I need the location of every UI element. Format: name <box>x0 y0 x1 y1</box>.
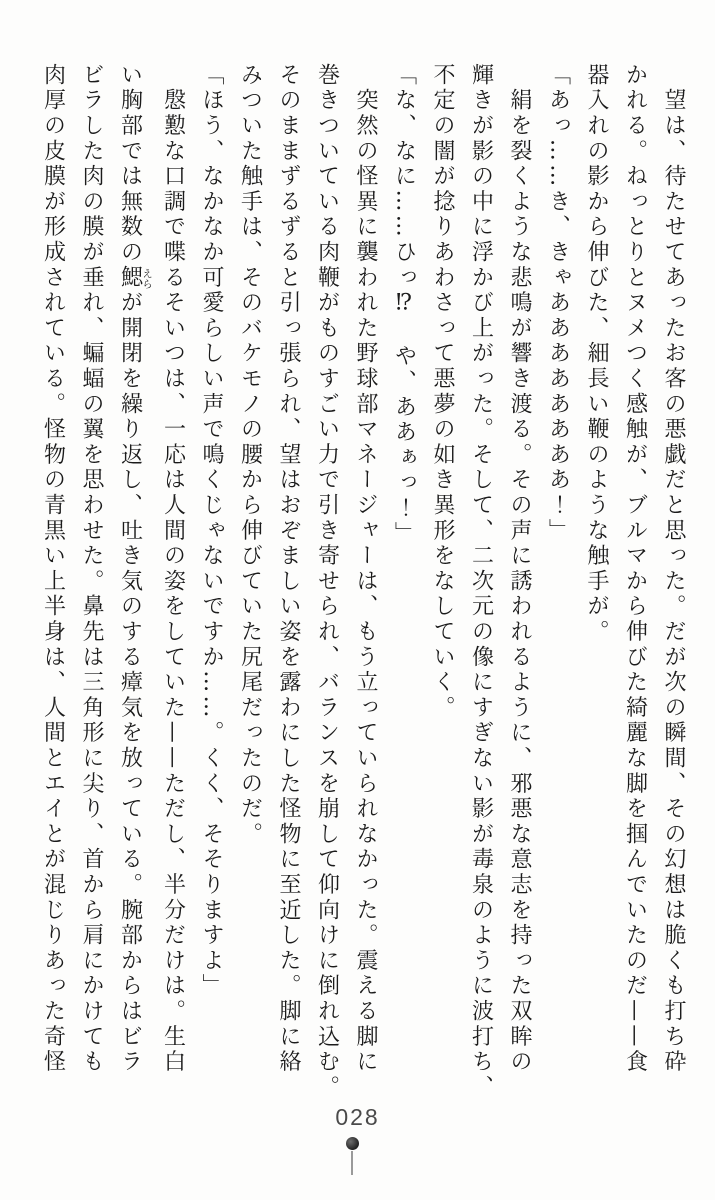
text-column-13: 「ほう、なかなか可愛らしい声で鳴くじゃないですか……。くく、そそりますよ」 <box>199 63 224 1000</box>
ornament-orb <box>346 1137 359 1150</box>
text-column-17: 肉厚の皮膜が形成されている。怪物の青黒い上半身は、人間とエイとが混じりあった奇怪 <box>40 63 66 1075</box>
pin-flower-ornament-icon <box>345 1137 359 1175</box>
text-column-1: 望は、待たせてあったお客の悪戯だと思った。だが次の瞬間、その幻想は脆くも打ち砕 <box>661 63 686 1075</box>
text-column-12: みついた触手は、そのバケモノの腰から伸びていた尻尾だったのだ。 <box>237 63 263 848</box>
text-column-16: ビラした肉の膜が垂れ、蝙蝠の翼を思わせた。鼻先は三角形に尖り、首から肩にかけても <box>79 63 104 1075</box>
text-column-9: 突然の怪異に襲われた野球部マネージャーは、もう立っていられなかった。震える脚に <box>353 63 378 1075</box>
text-after-ruby: が開閉を繰り返し、吐き気のする瘴気を放っている。腕部からはビラ <box>117 290 143 1076</box>
text-column-8: 「な、なに……ひっ⁉ や、ああぁっ！」 <box>391 63 417 547</box>
page-number: 028 <box>335 1104 380 1130</box>
text-column-6: 輝きが影の中に浮かび上がった。そして、二次元の像にすぎない影が毒泉のように波打ち、 <box>468 63 494 1101</box>
text-column-7: 不定の闇が捻りあわさって悪夢の如き異形をなしていく。 <box>430 63 455 721</box>
text-column-15 <box>110 63 153 1109</box>
text-column-11: そのままずるずると引っ張られ、望はおぞましい姿を露わにした怪物に至近した。脚に絡 <box>276 63 301 1075</box>
text-column-2: かれる。ねっとりとヌメつく感触が、ブルマから伸びた綺麗な脚を掴んでいたのだ——食 <box>622 63 648 1075</box>
text-column-3: 器入れの影から伸びた、細長い鞭のような触手が。 <box>584 63 609 645</box>
vertical-text-block <box>33 63 692 1109</box>
text-before-ruby: い胸部では無数の <box>117 63 143 266</box>
text-column-14: 慇懃な口調で喋るそいつは、一応は人間の姿をしていた——ただし、半分だけは。生白 <box>160 63 186 1075</box>
text-column-4: 「あっ……き、きゃああああああああ！」 <box>545 63 571 544</box>
ruby-base-kanji: 鰓 <box>117 265 143 291</box>
ornament-stem <box>351 1151 353 1175</box>
ruby-furigana: えら <box>141 265 153 291</box>
ruby-era <box>117 265 153 291</box>
text-column-10: 巻きついている肉鞭がものすごい力で引き寄せられ、バランスを崩して仰向けに倒れ込む。 <box>314 63 340 1101</box>
text-column-5: 絹を裂くような悲鳴が響き渡る。その声に誘われるように、邪悪な意志を持った双眸の <box>507 63 532 1075</box>
